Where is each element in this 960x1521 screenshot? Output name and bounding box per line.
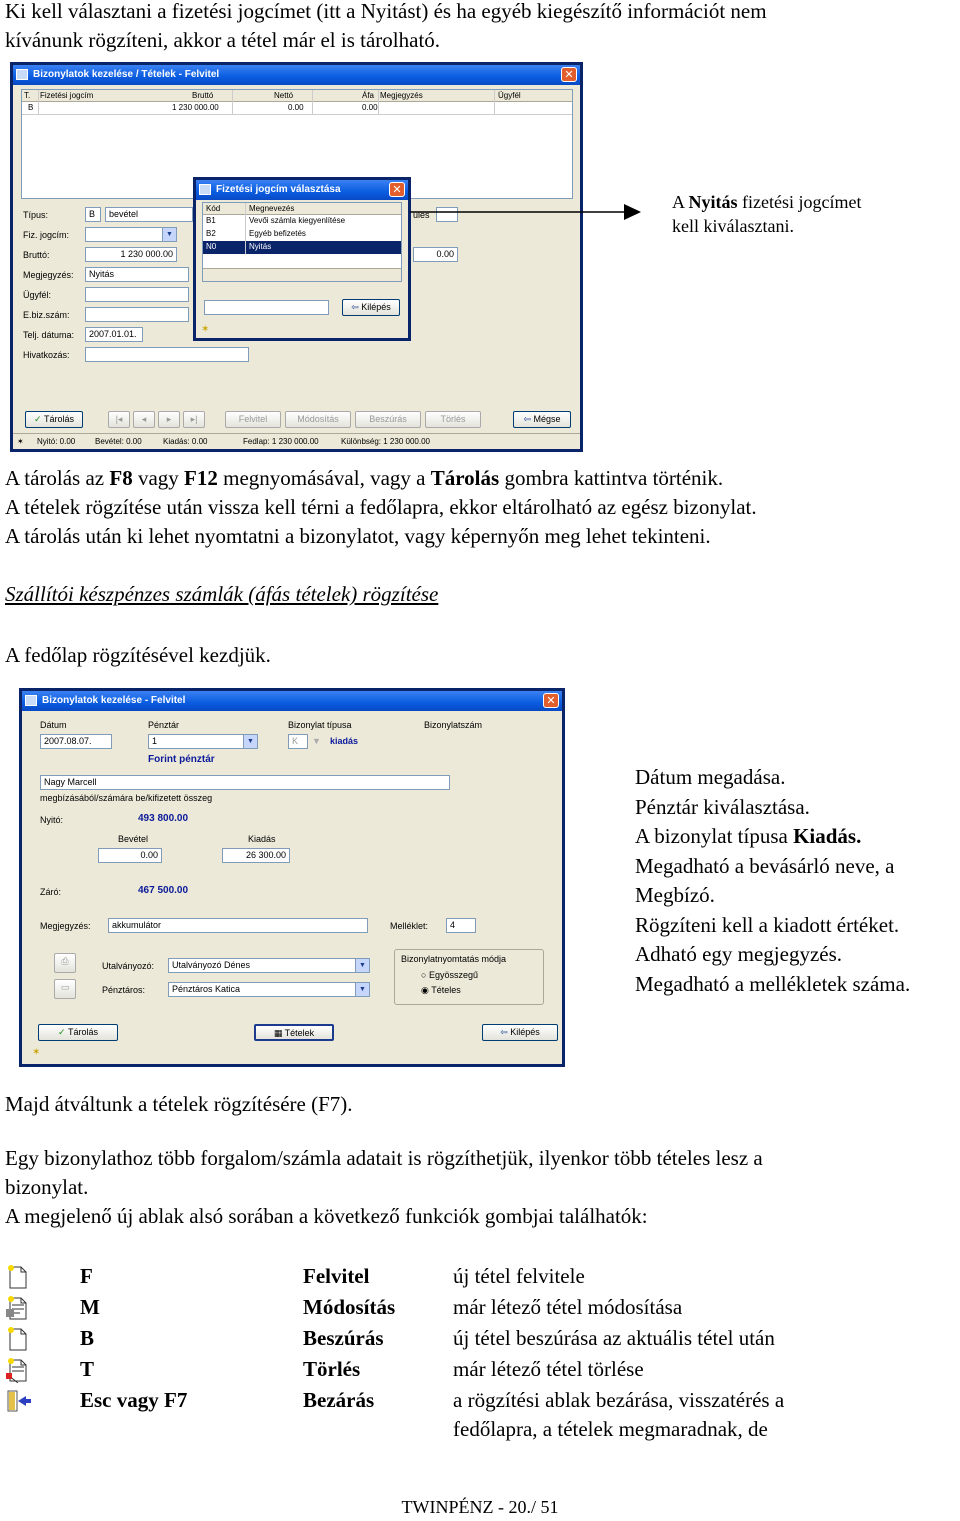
- grid-header: [22, 90, 572, 102]
- grid-header-cell: Nettó: [274, 91, 294, 100]
- para2-line-1: A tárolás az F8 vagy F12 megnyomásával, vagy a Tárolás gombra kattintva történik.: [5, 466, 724, 490]
- status-kiadas: Kiadás: 0.00: [163, 437, 208, 446]
- function-key-list: [0, 1262, 960, 1462]
- nyomtatas-mod-group: [394, 949, 544, 1005]
- key-name: Bezárás: [303, 1388, 375, 1412]
- bulb-icon: ✶: [201, 324, 210, 335]
- jogcim-list[interactable]: [202, 202, 402, 282]
- check-icon: ✓: [33, 414, 45, 424]
- annotation-line: Pénztár kiválasztása.: [635, 794, 810, 819]
- hivatkozas-label: Hivatkozás:: [23, 350, 70, 360]
- grid-header-cell: Fizetési jogcím: [40, 91, 94, 100]
- grid-header-cell: Ügyfél: [498, 91, 521, 100]
- chevron-down-icon: ▼: [312, 736, 321, 746]
- key-desc: már létező tétel módosítása: [453, 1295, 683, 1319]
- ules-label: ules: [413, 210, 430, 220]
- first-record-button[interactable]: [108, 411, 130, 428]
- screen-preview-button[interactable]: [54, 979, 76, 999]
- key-name: Módosítás: [303, 1295, 396, 1319]
- key-desc-2: fedőlapra, a tételek megmaradnak, de: [453, 1417, 768, 1441]
- penztaros-select[interactable]: [168, 982, 370, 997]
- list-header: [203, 203, 401, 215]
- window-titlebar: [22, 691, 562, 711]
- table-icon: ▦: [273, 1028, 285, 1038]
- zaro-value: 467 500.00: [138, 885, 189, 896]
- bevetel-field[interactable]: 0.00: [98, 848, 162, 863]
- penztar-value: 1: [152, 736, 158, 746]
- annotation-nyitas: A Nyitás fizetési jogcímet: [672, 192, 862, 212]
- fizetesi-jogcim-dialog: [193, 177, 411, 341]
- grid-cell: 0.00: [288, 103, 304, 112]
- fiz-jogcim-select[interactable]: [85, 227, 177, 242]
- list-item: [0, 1293, 960, 1324]
- status-kulonbseg: Különbség: 1 230 000.00: [341, 437, 430, 446]
- grid-header-cell: T.: [24, 91, 31, 100]
- radio-icon: ○: [421, 970, 429, 980]
- delete-document-icon: [4, 1357, 32, 1383]
- torles-button[interactable]: Törlés: [425, 411, 481, 428]
- para3: A fedőlap rögzítésével kezdjük.: [5, 643, 271, 667]
- edit-document-icon: [4, 1295, 32, 1321]
- first-icon: |◂: [115, 414, 123, 424]
- kilepes-button-label: Kilépés: [510, 1027, 540, 1037]
- tetelek-button-label: Tételek: [284, 1028, 315, 1038]
- nyito-label: Nyitó:: [40, 815, 64, 825]
- annotation-line: A bizonylat típusa Kiadás.: [635, 824, 862, 848]
- bizonylat-tipus-label: Bizonylat típusa: [288, 720, 352, 730]
- key-desc: a rögzítési ablak bezárása, visszatérés a: [453, 1388, 785, 1412]
- exit-icon: ⇦: [523, 414, 534, 424]
- megse-button[interactable]: [513, 411, 571, 428]
- kilepes-button[interactable]: [482, 1024, 558, 1041]
- prev-record-button[interactable]: [133, 411, 155, 428]
- nev-field[interactable]: Nagy Marcell: [40, 775, 450, 790]
- next-icon: ▸: [166, 414, 172, 424]
- kilepes-button[interactable]: [342, 299, 400, 316]
- list-cell: B1: [206, 216, 216, 225]
- list-cell: N0: [206, 242, 217, 251]
- telj-datum-field[interactable]: 2007.01.01.: [85, 327, 143, 342]
- kiadas-field[interactable]: 26 300.00: [222, 848, 290, 863]
- para2-line-3: A tárolás után ki lehet nyomtatni a bizonylatot, vagy képernyőn meg lehet tekinteni.: [5, 524, 711, 548]
- status-bevetel: Bevétel: 0.00: [95, 437, 142, 446]
- monitor-icon: ▭: [60, 982, 70, 992]
- ugyfel-field[interactable]: [85, 287, 189, 302]
- list-item: [0, 1386, 960, 1441]
- dialog-titlebar: [196, 180, 408, 200]
- kilepes-button-label: Kilépés: [361, 302, 391, 312]
- list-item: [0, 1324, 960, 1355]
- radio-selected-icon: ◉: [421, 985, 432, 995]
- datum-label: Dátum: [40, 720, 67, 730]
- telj-datum-label: Telj. dátuma:: [23, 330, 75, 340]
- list-item-selected[interactable]: [203, 241, 401, 254]
- next-record-button[interactable]: [158, 411, 180, 428]
- key-desc: új tétel beszúrása az aktuális tétel után: [453, 1326, 775, 1350]
- key-key: Esc vagy F7: [80, 1388, 188, 1412]
- new-document-icon: [4, 1264, 32, 1290]
- megjegyzes-label: Megjegyzés:: [23, 270, 74, 280]
- annotation-nyitas-2: kell kiválasztani.: [672, 216, 794, 236]
- key-desc: új tétel felvitele: [453, 1264, 585, 1288]
- status-bar: [13, 433, 580, 450]
- key-key: M: [80, 1295, 100, 1319]
- penztar-label: Pénztár: [148, 720, 180, 730]
- bizonylat-tipus-code: K: [288, 734, 308, 749]
- list-item[interactable]: [203, 228, 401, 241]
- key-key: B: [80, 1326, 95, 1350]
- app-icon: [25, 695, 37, 706]
- dialog-title: Fizetési jogcím választása: [216, 184, 341, 195]
- annotation-steps: [635, 763, 910, 999]
- horizontal-scrollbar[interactable]: [203, 268, 401, 281]
- key-name: Beszúrás: [303, 1326, 384, 1350]
- beszuras-button[interactable]: Beszúrás: [355, 411, 421, 428]
- forint-penztar-label: Forint pénztár: [148, 754, 215, 765]
- grid-header-cell: Bruttó: [192, 91, 214, 100]
- ugyfel-label: Ügyfél:: [23, 290, 52, 300]
- list-item: [0, 1355, 960, 1386]
- chevron-down-icon[interactable]: ▼: [243, 735, 257, 748]
- check-icon: ✓: [57, 1027, 69, 1037]
- window-title: Bizonylatok kezelése - Felvitel: [42, 695, 186, 706]
- megbizas-label: megbízásából/számára be/kifizetett összeg: [40, 793, 213, 803]
- amount-right-field: 0.00: [413, 247, 458, 262]
- list-item: [0, 1262, 960, 1293]
- megse-button-label: Mégse: [533, 414, 561, 424]
- status-fedlap: Fedlap: 1 230 000.00: [243, 437, 319, 446]
- last-record-button[interactable]: [183, 411, 205, 428]
- penztaros-label: Pénztáros:: [102, 985, 146, 995]
- status-nyito: Nyitó: 0.00: [37, 437, 76, 446]
- bizonylatszam-label: Bizonylatszám: [424, 720, 483, 730]
- list-cell: Nyitás: [249, 242, 272, 251]
- tarolas-button-label: Tárolás: [44, 414, 75, 424]
- annotation-line: Megbízó.: [635, 883, 715, 907]
- list-cell: B2: [206, 229, 216, 238]
- chevron-down-icon[interactable]: ▼: [355, 959, 369, 972]
- grid-header-cell: Megjegyzés: [380, 91, 423, 100]
- tarolas-button[interactable]: [25, 411, 83, 428]
- search-input[interactable]: [204, 300, 329, 315]
- close-icon[interactable]: ✕: [543, 693, 559, 708]
- zaro-label: Záró:: [40, 887, 62, 897]
- penztar-select[interactable]: [148, 734, 258, 749]
- key-key: F: [80, 1264, 93, 1288]
- megjegyzes-field[interactable]: akkumulátor: [108, 918, 368, 933]
- grid-header-cell: Áfa: [362, 91, 375, 100]
- printer-icon: ⎙: [61, 956, 69, 966]
- utalvanyozo-value: Utalványozó Dénes: [172, 960, 251, 970]
- intro-line-1: Ki kell választani a fizetési jogcímet (itt a Nyitást) és ha egyéb kiegészítő információt nem: [5, 0, 767, 23]
- annotation-line: Dátum megadása.: [635, 765, 786, 789]
- melleklet-label: Melléklet:: [390, 921, 429, 931]
- page-footer: TWINPÉNZ - 20./ 51: [401, 1497, 559, 1517]
- list-header-cell: Kód: [206, 204, 221, 213]
- para5-line-3: A megjelenő új ablak alsó sorában a következő funkciók gombjai találhatók:: [5, 1204, 648, 1228]
- status-icon: ✶: [17, 437, 24, 446]
- chevron-down-icon[interactable]: ▼: [355, 983, 369, 996]
- radio-egyosszegu[interactable]: ○ Egyösszegű: [421, 970, 478, 980]
- exit-door-icon: [4, 1388, 32, 1414]
- key-name: Felvitel: [303, 1264, 370, 1288]
- exit-icon: ⇦: [351, 302, 362, 312]
- nyomtatas-mod-label: Bizonylatnyomtatás módja: [401, 954, 507, 964]
- list-cell: Vevői számla kiegyenlítése: [249, 216, 346, 225]
- kiadas-label: Kiadás: [248, 834, 276, 844]
- radio-teteles[interactable]: ◉ Tételes: [421, 985, 461, 995]
- felvitel-button[interactable]: Felvitel: [225, 411, 281, 428]
- printer-button[interactable]: [54, 953, 76, 973]
- key-name: Törlés: [303, 1357, 361, 1381]
- grid-cell: 1 230 000.00: [172, 103, 219, 112]
- table-row[interactable]: [22, 102, 572, 115]
- last-icon: ▸|: [190, 414, 198, 424]
- exit-icon: ⇦: [500, 1027, 511, 1037]
- key-desc: már létező tétel törlése: [453, 1357, 644, 1381]
- tipus-code-field[interactable]: B: [85, 207, 101, 222]
- tarolas-button[interactable]: [38, 1024, 118, 1041]
- modositas-button[interactable]: Módosítás: [285, 411, 351, 428]
- window-title: Bizonylatok kezelése / Tételek - Felvitel: [33, 69, 220, 80]
- utalvanyozo-label: Utalványozó:: [102, 961, 155, 971]
- list-item[interactable]: [203, 215, 401, 228]
- tipus-text-field: bevétel: [105, 207, 193, 222]
- intro-line-2: kívánunk rögzíteni, akkor a tétel már el is tárolható.: [5, 28, 441, 52]
- hivatkozas-field[interactable]: [85, 347, 249, 362]
- ebiz-label: E.biz.szám:: [23, 310, 70, 320]
- megjegyzes-label: Megjegyzés:: [40, 921, 91, 931]
- brutto-field[interactable]: 1 230 000.00: [85, 247, 177, 262]
- bevetel-label: Bevétel: [118, 834, 149, 844]
- key-key: T: [80, 1357, 95, 1381]
- chevron-down-icon[interactable]: ▼: [162, 228, 176, 241]
- annotation-line: Megadható a bevásárló neve, a: [635, 853, 895, 878]
- app-icon: [16, 69, 28, 80]
- para4: Majd átváltunk a tételek rögzítésére (F7).: [5, 1092, 353, 1116]
- prev-icon: ◂: [141, 414, 147, 424]
- datum-field[interactable]: 2007.08.07.: [40, 734, 112, 749]
- melleklet-field[interactable]: 4: [446, 918, 476, 933]
- tetelek-button[interactable]: [254, 1024, 334, 1041]
- app-icon: [199, 184, 211, 195]
- arrow-pointer-icon: [410, 202, 642, 222]
- megjegyzes-field[interactable]: Nyitás: [85, 267, 189, 282]
- bizonylatok-felvitel-window: [19, 688, 565, 1067]
- fiz-jogcim-label: Fiz. jogcím:: [23, 230, 70, 240]
- list-header-cell: Megnevezés: [249, 204, 295, 213]
- nyito-value: 493 800.00: [138, 813, 189, 824]
- close-icon[interactable]: ✕: [389, 182, 405, 197]
- grid-cell: 0.00: [362, 103, 378, 112]
- list-cell: Egyéb befizetés: [249, 229, 306, 238]
- penztaros-value: Pénztáros Katica: [172, 984, 241, 994]
- ebiz-field[interactable]: [85, 307, 189, 322]
- section-heading: Szállítói készpénzes számlák (áfás tételek) rögzítése: [5, 582, 439, 606]
- grid-cell: B: [28, 103, 34, 112]
- tipus-label: Típus:: [23, 210, 49, 220]
- para2-line-2: A tételek rögzítése után vissza kell térni a fedőlapra, ekkor eltárolható az egész bizonylat.: [5, 495, 757, 519]
- para5-line-1: Egy bizonylathoz több forgalom/számla adatait is rögzíthetjük, ilyenkor több tételes lesz a: [5, 1146, 763, 1170]
- annotation-line: Rögzíteni kell a kiadott értéket.: [635, 912, 900, 937]
- bizonylat-tipus-text: kiadás: [330, 736, 359, 746]
- utalvanyozo-select[interactable]: [168, 958, 370, 973]
- annotation-line: Megadható a mellékletek száma.: [635, 971, 911, 996]
- insert-document-icon: [4, 1326, 32, 1352]
- para5-line-2: bizonylat.: [5, 1175, 89, 1199]
- tarolas-button-label: Tárolás: [68, 1027, 99, 1037]
- annotation-line: Adható egy megjegyzés.: [635, 942, 843, 966]
- bulb-icon: ✶: [32, 1047, 41, 1058]
- window-titlebar: [13, 65, 580, 85]
- brutto-label: Bruttó:: [23, 250, 50, 260]
- close-icon[interactable]: ✕: [561, 67, 577, 82]
